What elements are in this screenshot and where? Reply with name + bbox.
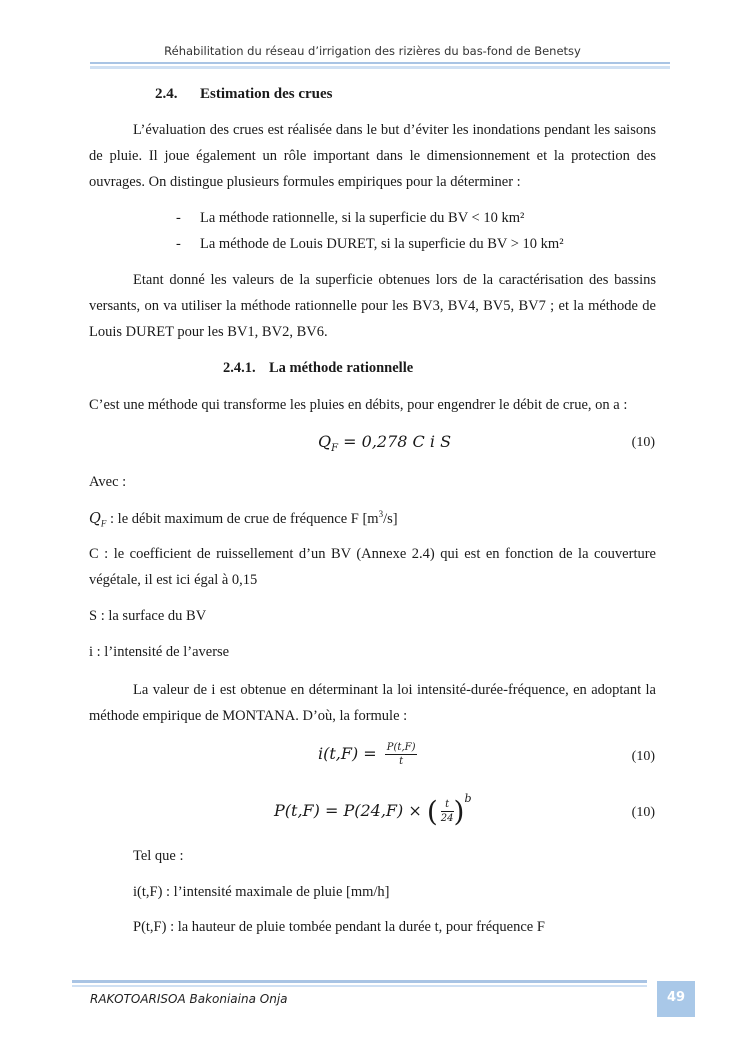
equation-rainfall: [274, 792, 472, 828]
definition-c: C : le coefficient de ruissellement d’un BV (Annexe 2.4) qui est en fonction de la couverture végétale, il est ici égal à 0,15: [89, 546, 656, 588]
tel-que-label: Tel que :: [133, 848, 184, 864]
definition-intensity: i(t,F) : l’intensité maximale de pluie [mm/h]: [133, 884, 390, 900]
paragraph-intro: L’évaluation des crues est réalisée dans le but d’éviter les inondations pendant les saisons de pluie. Il joue également un rôle important dans le dimensionnement et la protection des ouvrages. On distingue plusieurs formules empiriques pour la déterminer :: [89, 122, 656, 190]
eq3-denominator: 24: [440, 813, 454, 824]
eq3-lhs: P(t,F) = P(24,F) ×: [274, 801, 427, 820]
paragraph-rational-method: C’est une méthode qui transforme les pluies en débits, pour engendrer le débit de crue, on a :: [89, 397, 628, 413]
avec-label: Avec :: [89, 474, 127, 490]
section-number: 2.4.: [155, 86, 178, 102]
eq2-fraction: [385, 741, 418, 768]
eq1-rhs: = 0,278 C i S: [338, 432, 452, 451]
definition-rain-height: P(t,F) : la hauteur de pluie tombée pendant la durée t, pour fréquence F: [133, 919, 545, 935]
left-paren: (: [426, 795, 438, 828]
list-item-text: La méthode de Louis DURET, si la superficie du BV > 10 km²: [200, 236, 564, 252]
page-number: 49: [666, 990, 686, 1005]
section-heading: [155, 86, 333, 103]
footer-divider: [72, 980, 647, 983]
equation-number: (10): [631, 749, 655, 764]
qf-unit-end: /s]: [383, 510, 398, 527]
eq2-lhs: i(t,F) =: [318, 744, 382, 763]
eq2-denominator: t: [399, 756, 404, 767]
header-divider: [90, 62, 670, 64]
qf-subscript: F: [100, 518, 107, 529]
subsection-number: 2.4.1.: [223, 360, 256, 376]
bullet-dash: -: [176, 210, 181, 226]
list-item: [176, 210, 524, 227]
definition-s: S : la surface du BV: [89, 608, 207, 624]
section-title: Estimation des crues: [200, 86, 333, 102]
list-item: [176, 236, 564, 253]
eq2-numerator: P(t,F): [386, 742, 416, 753]
eq3-numerator: t: [441, 798, 454, 812]
eq1-sub: F: [331, 443, 339, 455]
footer-author: RAKOTOARISOA Bakoniaina Onja: [90, 992, 288, 1006]
right-paren: ): [453, 795, 465, 828]
qf-symbol: Q: [89, 510, 101, 527]
subsection-title: La méthode rationnelle: [269, 360, 414, 376]
qf-unit-sup: 3: [378, 509, 384, 519]
equation-intensity: [318, 741, 417, 768]
paragraph-method-choice: Etant donné les valeurs de la superficie obtenues lors de la caractérisation des bassins versants, on va utiliser la méthode rationnelle pour les BV3, BV4, BV5, BV7 ; et la méthode de Louis DURET pour les BV1, BV2, BV6.: [89, 272, 656, 340]
equation-number: (10): [631, 805, 655, 820]
eq3-fraction: [441, 798, 454, 825]
list-item-text: La méthode rationnelle, si la superficie du BV < 10 km²: [200, 210, 525, 226]
equation-number: (10): [631, 435, 655, 450]
definition-i: i : l’intensité de l’averse: [89, 644, 230, 660]
eq3-exponent: b: [464, 792, 472, 805]
running-header: Réhabilitation du réseau d’irrigation des rizières du bas-fond de Benetsy: [164, 44, 581, 58]
paragraph-montana: La valeur de i est obtenue en déterminant la loi intensité-durée-fréquence, en adoptant la méthode empirique de MONTANA. D’où, la formule :: [89, 682, 656, 724]
definition-qf: [89, 509, 398, 529]
eq1-lhs: Q: [318, 432, 332, 451]
qf-definition: : le débit maximum de crue de fréquence F [m: [106, 510, 379, 527]
subsection-heading: [223, 360, 413, 377]
equation-qf: [318, 432, 451, 454]
footer-divider-secondary: [72, 985, 647, 987]
header-divider-secondary: [90, 66, 670, 69]
bullet-dash: -: [176, 236, 181, 252]
